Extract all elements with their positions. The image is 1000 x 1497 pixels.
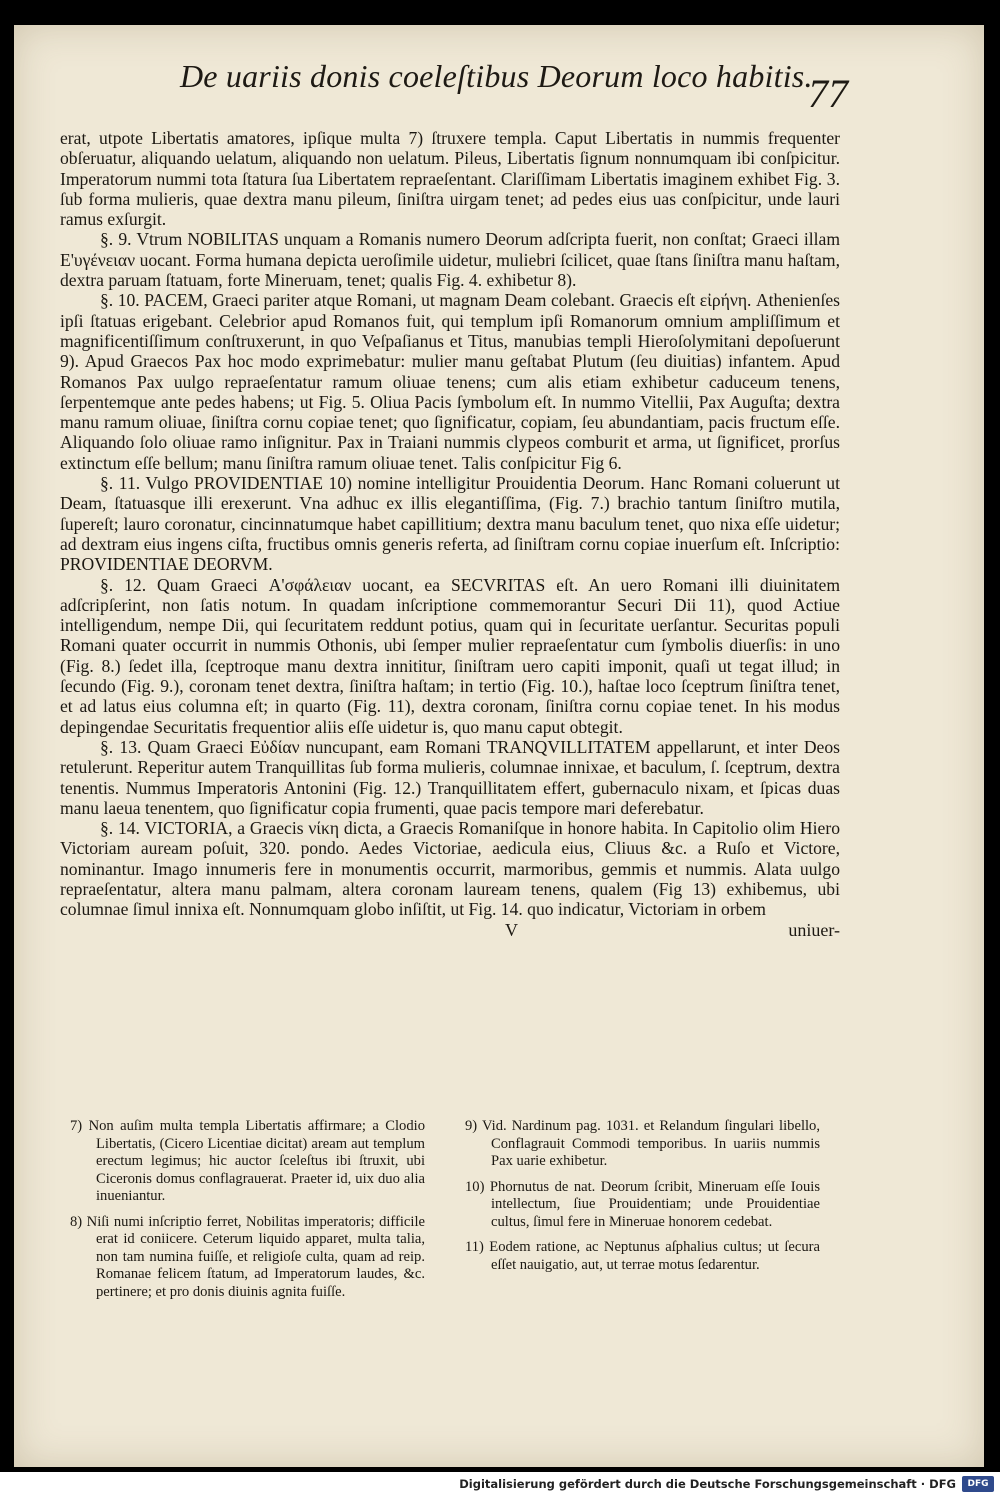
footer-credit: Digitalisierung gefördert durch die Deutsche Forschungsgemeinschaft · DFG <box>459 1477 956 1491</box>
paragraph-libertas: erat, utpote Libertatis amatores, ipſique multa 7) ſtruxere templa. Caput Libertatis in nummis frequenter obſeruatur, aliquando uelatum, aliquando non uelatum. Pileus, Libertatis ſignum nonnumquam ibi conſpicitur. Imperatorum nummi tota ſtatura ſua Libertatem repraeſentant. Clariſſimam Libertatis imaginem exhibet Fig. 3. ſub forma mulieris, quae dextra manu pileum, ſiniſtra uirgam tenet; ad pedes eius uas conſpicitur, unde lauri ramus exſurgit. <box>60 128 840 230</box>
page-number: 77 <box>808 71 848 116</box>
paragraph-pax: §. 10. PACEM, Graeci pariter atque Romani, ut magnam Deam colebant. Graecis eſt εἰρήνη. Athenienſes ipſi ſtatuas erigebant. Celebrior apud Romanos fuit, qui templum ipſi Romanorum omnium ampliſſimum et magnificentiſſimum conſtruxerunt, in quo Veſpaſianus et Titus, manubias templi Hieroſolymitani depoſuerunt 9). Apud Graecos Pax hoc modo exprimebatur: mulier manu geſtabat Plutum (ſeu diuitias) infantem. Apud Romanos Pax uulgo repraeſentatur ramum oliuae tenens; cum alis etiam exhibetur caduceum tenens, ſerpentemque ante pedes habens; ut Fig. 5. Oliua Pacis ſymbolum eſt. In nummo Vitellii, Pax Auguſta; dextra manu ramum oliuae, ſiniſtra cornu copiae tenet; quo ſignificatur, copiam, ſeu abundantiam, pacis fructum eſſe. Aliquando ſolo oliuae ramo inſignitur. Pax in Traiani nummis clypeos comburit et arma, ut ſignificet, prorſus extinctum eſſe bellum; manu ſiniſtra ramum oliuae tenet. Talis conſpicitur Fig 6. <box>60 290 840 473</box>
running-head: De uariis donis coeleſtibus Deorum loco habitis. <box>180 58 813 94</box>
footnote-7: 7) Non auſim multa templa Libertatis affirmare; a Clodio Libertatis, (Cicero Licentiae dicitat) aream aut templum erectum legimus; hic auctor ſceleſtus ibi ſtruxit, ubi Ciceronis domus conflagrauerat. Praeter id, uix duo alia inueniantur. <box>70 1118 425 1204</box>
dfg-logo-icon: DFG <box>962 1476 994 1492</box>
footnote-11: 11) Eodem ratione, ac Neptunus aſphalius cultus; ut ſecura eſſet nauigatio, aut, ut terrae motus ſedarentur. <box>465 1239 820 1273</box>
footnote-10: 10) Phornutus de nat. Deorum ſcribit, Mineruam eſſe Iouis intellectum, ſiue Prouidentiam; unde Prouidentiae cultus, ſimul fere in Mineruae honorem cedebat. <box>465 1178 820 1230</box>
catchword: uniuer- <box>788 919 840 940</box>
main-text <box>60 128 840 942</box>
signature-mark: V <box>505 919 518 940</box>
footnote-8: 8) Niſi numi inſcriptio ferret, Nobilitas imperatoris; difficile erat id coniicere. Ceterum liquido apparet, multa talia, non tam numina fuiſſe, et religioſe culta, quam ad reip. Romanae felicem ſtatum, ad Imperatorum laudes, &c. pertinere; et pro donis diuinis agnita fuiſſe. <box>70 1213 425 1300</box>
signature-row <box>60 920 840 942</box>
paragraph-providentia: §. 11. Vulgo PROVIDENTIAE 10) nomine intelligitur Prouidentia Deorum. Hanc Romani coluerunt ut Deam, ſtatuasque illi erexerunt. Vna adhuc ex illis elegantiſſima, (Fig. 7.) brachio tantum ſiniſtro mutila, ſupereſt; lauro coronatur, cincinnatumque habet capillitium; dextra manu baculum tenet, quo nixa eſſe uidetur; ad dextram eius ingens ciſta, fructibus omnis generis referta, ad ſiniſtram cornu copiae inuerſum eſt. Inſcriptio: PROVIDENTIAE DEORVM. <box>60 473 840 575</box>
footnotes-right-column <box>465 1118 820 1282</box>
paragraph-nobilitas: §. 9. Vtrum NOBILITAS unquam a Romanis numero Deorum adſcripta fuerit, non conſtat; Graeci illam Ε'υγένειαν uocant. Forma humana depicta ueroſimile uidetur, muliebri ſcilicet, quae ſtans ſiniſtra manu haſtam, dextra paruam ſtatuam, forte Mineruam, tenet; qualis Fig. 4. exhibetur 8). <box>60 229 840 291</box>
footnote-9: 9) Vid. Nardinum pag. 1031. et Relandum ſingulari libello, Conflagrauit Commodi temporibus. In uariis nummis Pax uarie exhibetur. <box>465 1118 820 1169</box>
paragraph-tranquillitas: §. 13. Quam Graeci Εὐδίαν nuncupant, eam Romani TRANQVILLITATEM appellarunt, et inter Deos retulerunt. Reperitur autem Tranquillitas ſub forma mulieris, columnae innixae, et baculum, ſ. ſceptrum, dextra tenentis. Nummus Imperatoris Antonini (Fig. 12.) Tranquillitatem effert, gubernaculo nixam, et ſpicas duas manu laeua tenentem, quo ſignificatur copia frumenti, quae pacis tempore mari deferebatur. <box>60 736 840 818</box>
paragraph-victoria: §. 14. VICTORIA, a Graecis νίκη dicta, a Graecis Romaniſque in honore habita. In Capitolio olim Hiero Victoriam auream poſuit, 320. pondo. Aedes Victoriae, aedicula eius, Cliuus &c. a Ruſo et Victore, nominantur. Imago innumeris fere in monumentis occurrit, marmoribus, gemmis et nummis. Alata uulgo repraeſentatur, altera manu palmam, altera coronam lauream tenens, qualem (Fig 13) exhibemus, ubi columnae ſimul innixa eſt. Nonnumquam globo inſiſtit, ut Fig. 14. quo indicatur, Victoriam in orbem <box>60 818 840 920</box>
footnotes-left-column <box>70 1118 425 1309</box>
paragraph-securitas: §. 12. Quam Graeci Α'σφάλειαν uocant, ea SECVRITAS eſt. An uero Romani illi diuinitatem adſcripſerint, non ſatis notum. In quadam inſcriptione commemorantur Securi Dii 11), quod Actiue intelligendum, nempe Dii, qui ſecuritatem reddunt potius, quam qui in ſecuritate uerſantur. Securitas populi Romani quater occurrit in nummis Othonis, ubi ſemper mulier repraeſentatur cum ſymbolis diuerſis: in uno (Fig. 8.) ſedet illa, ſceptroque manu dextra innititur, ſiniſtram uero capiti imponit, quaſi ut tegat illud; in ſecundo (Fig. 9.), coronam tenet dextra, ſiniſtra haſtam; in tertio (Fig. 10.), haſtae loco ſceptrum ſiniſtra tenet, et ad latus eius columna eſt; in quarto (Fig. 11), dextra coronam, ſiniſtra cornu copiae tenet. In his modus depingendae Securitatis frequentior aliis eſſe uidetur is, quo manu caput obtegit. <box>60 574 840 737</box>
footer-bar <box>0 1472 1000 1497</box>
